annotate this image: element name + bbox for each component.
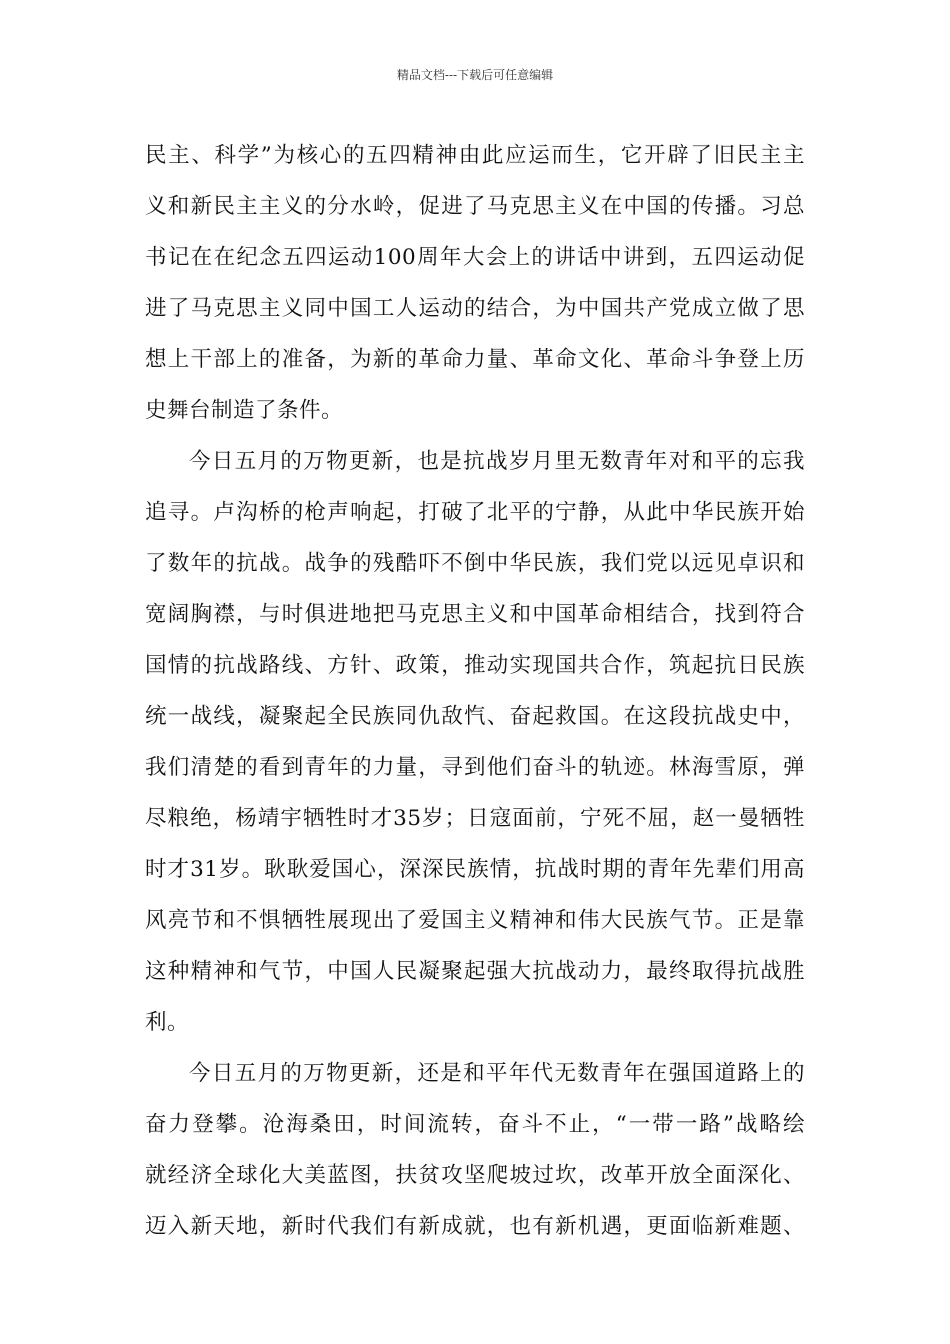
text-line: 利。 [145,1010,190,1035]
text-line: 书记在在纪念五四运动100周年大会上的讲话中讲到，五四运动促 [145,245,805,270]
text-line: 尽粮绝，杨靖宇牺牲时才35岁；日寇面前，宁死不屈，赵一曼牺牲 [145,806,805,831]
text-line: 迈入新天地，新时代我们有新成就，也有新机遇，更面临新难题、 [145,1214,805,1239]
text-line: 了数年的抗战。战争的残酷吓不倒中华民族，我们党以远见卓识和 [145,551,805,576]
text-line: 宽阔胸襟，与时俱进地把马克思主义和中国革命相结合，找到符合 [145,602,805,627]
text-line: 史舞台制造了条件。 [145,398,344,423]
text-line: 风亮节和不惧牺牲展现出了爱国主义精神和伟大民族气节。正是靠 [145,908,805,933]
text-line: 想上干部上的准备，为新的革命力量、革命文化、革命斗争登上历 [145,347,805,372]
paragraph [145,436,805,1048]
page-header: 精品文档---下载后可任意编辑 [396,68,554,82]
document-body [145,130,805,1252]
text-line: 就经济全球化大美蓝图，扶贫攻坚爬坡过坎，改革开放全面深化、 [145,1163,805,1188]
text-line: 我们清楚的看到青年的力量，寻到他们奋斗的轨迹。林海雪原，弹 [145,755,805,780]
text-line: 时才31岁。耿耿爱国心，深深民族情，抗战时期的青年先辈们用高 [145,857,805,882]
paragraph [145,1048,805,1252]
text-line: 今日五月的万物更新，还是和平年代无数青年在强国道路上的 [189,1061,805,1086]
text-line: 这种精神和气节，中国人民凝聚起强大抗战动力，最终取得抗战胜 [145,959,805,984]
paragraph [145,130,805,436]
text-line: 义和新民主主义的分水岭，促进了马克思主义在中国的传播。习总 [145,194,805,219]
text-line: 民主、科学”为核心的五四精神由此应运而生，它开辟了旧民主主 [145,143,805,168]
text-line: 进了马克思主义同中国工人运动的结合，为中国共产党成立做了思 [145,296,805,321]
text-line: 统一战线，凝聚起全民族同仇敌忾、奋起救国。在这段抗战史中， [145,704,805,729]
text-line: 今日五月的万物更新，也是抗战岁月里无数青年对和平的忘我 [189,449,805,474]
text-line: 奋力登攀。沧海桑田，时间流转，奋斗不止，“一带一路”战略绘 [145,1112,805,1137]
text-line: 追寻。卢沟桥的枪声响起，打破了北平的宁静，从此中华民族开始 [145,500,805,525]
text-line: 国情的抗战路线、方针、政策，推动实现国共合作，筑起抗日民族 [145,653,805,678]
